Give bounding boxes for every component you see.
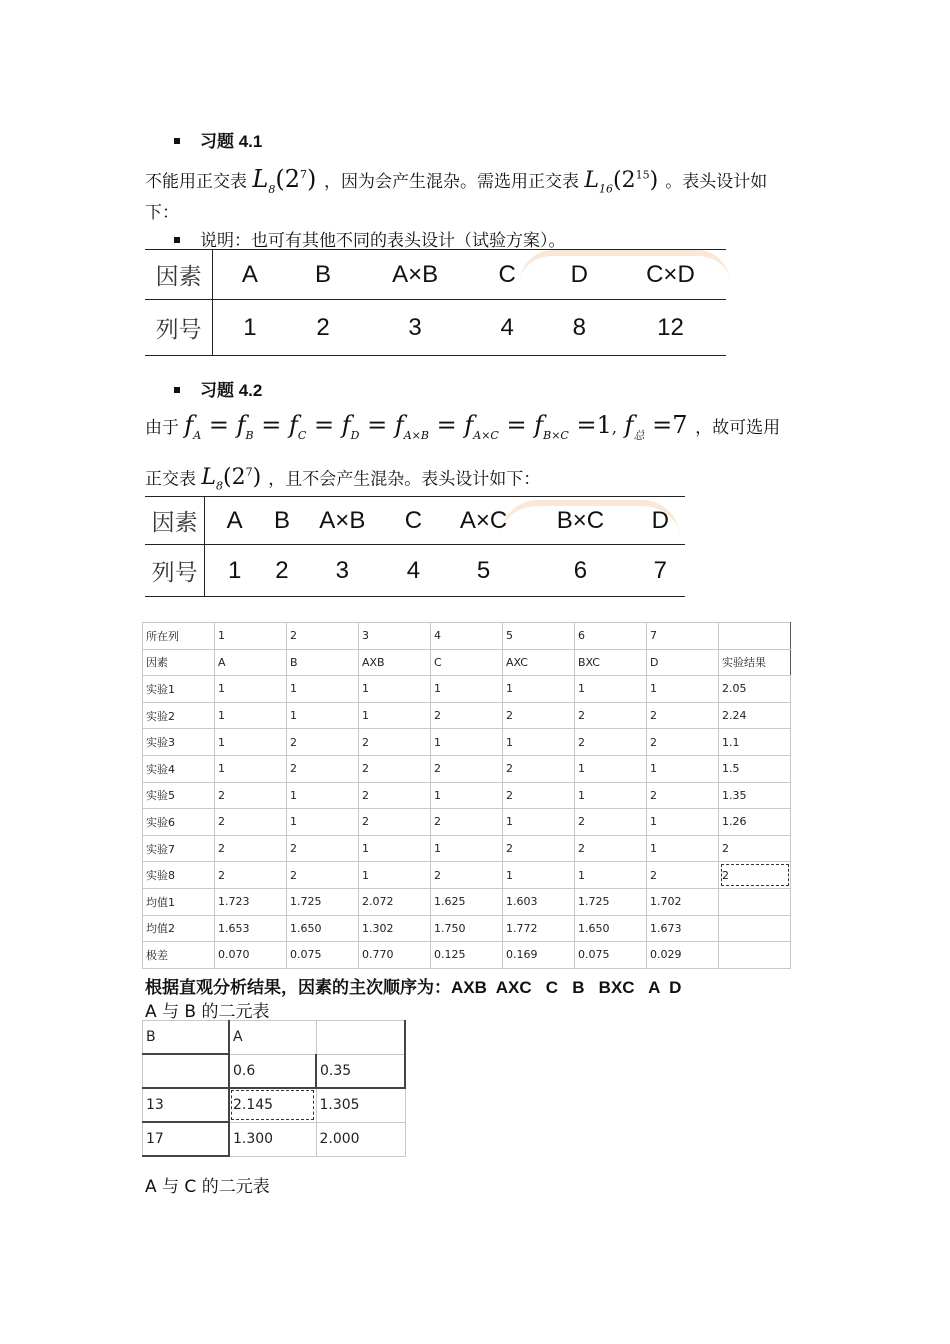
- factor-cell: C: [471, 250, 544, 300]
- grid-cell[interactable]: 2: [431, 809, 503, 836]
- grid-cell[interactable]: 1: [503, 676, 575, 703]
- grid-row: [143, 862, 791, 889]
- grid-cell[interactable]: 1: [215, 755, 287, 782]
- grid-cell[interactable]: 7: [647, 623, 719, 650]
- ab-row: [143, 1054, 406, 1088]
- grid-cell[interactable]: 2: [575, 835, 647, 862]
- grid-cell[interactable]: 2: [431, 702, 503, 729]
- grid-row-header[interactable]: 因素: [143, 649, 215, 676]
- grid-cell[interactable]: 1: [359, 835, 431, 862]
- grid-cell[interactable]: 1.625: [431, 888, 503, 915]
- ab-cell[interactable]: [143, 1054, 230, 1088]
- grid-cell[interactable]: 2: [647, 729, 719, 756]
- formula-l8: $L_8(2^7)$: [201, 465, 262, 493]
- section1-heading: 习题 4.1: [174, 127, 262, 152]
- grid-cell[interactable]: 1.650: [287, 915, 359, 942]
- grid-cell[interactable]: 4: [431, 623, 503, 650]
- grid-cell[interactable]: AXB: [359, 649, 431, 676]
- column-cell: 4: [500, 313, 514, 341]
- grid-cell[interactable]: 2: [647, 862, 719, 889]
- grid-row-header[interactable]: 实验4: [143, 755, 215, 782]
- column-cell: 4: [406, 556, 421, 584]
- grid-cell[interactable]: 0.070: [215, 942, 287, 969]
- grid-cell[interactable]: 2: [503, 835, 575, 862]
- grid-cell[interactable]: 1.772: [503, 915, 575, 942]
- section2-heading: 习题 4.2: [174, 376, 262, 401]
- grid-cell[interactable]: 1: [431, 676, 503, 703]
- grid-row-header[interactable]: 实验3: [143, 729, 215, 756]
- grid-row-header[interactable]: 均值2: [143, 915, 215, 942]
- column-cell: 6: [573, 556, 588, 584]
- column-cell: 2: [316, 313, 330, 341]
- grid-cell[interactable]: 2: [359, 729, 431, 756]
- grid-cell[interactable]: 1: [431, 729, 503, 756]
- grid-cell[interactable]: 1: [647, 755, 719, 782]
- factor-cell: A: [213, 250, 287, 300]
- grid-cell[interactable]: 1: [431, 835, 503, 862]
- grid-cell[interactable]: 1: [431, 782, 503, 809]
- ab-row: [143, 1122, 406, 1156]
- ab-cell[interactable]: B: [143, 1021, 230, 1055]
- grid-cell[interactable]: 1: [647, 835, 719, 862]
- grid-cell[interactable]: 2: [215, 809, 287, 836]
- grid-cell[interactable]: 1: [287, 702, 359, 729]
- ab-cell[interactable]: 1.305: [316, 1088, 405, 1122]
- column-cell: 3: [408, 313, 422, 341]
- section2-paragraph: 由于 $f_A = f_B = f_C = f_D = f_{A\times B} = f_{A\times C} = f_{B\times C} =1$, $f_总 =7$ ，故可选用: [145, 411, 781, 442]
- grid-cell[interactable]: 2: [215, 835, 287, 862]
- grid-cell[interactable]: [719, 623, 791, 650]
- column-cell: 7: [653, 556, 668, 584]
- factor-cell: C×D: [615, 250, 726, 300]
- grid-cell[interactable]: 3: [359, 623, 431, 650]
- factor-cell: A×B: [360, 250, 471, 300]
- grid-cell[interactable]: 2: [575, 702, 647, 729]
- grid-row-header[interactable]: 均值1: [143, 888, 215, 915]
- grid-cell[interactable]: 0.029: [647, 942, 719, 969]
- grid-cell[interactable]: 1.725: [575, 888, 647, 915]
- grid-cell[interactable]: 2: [575, 809, 647, 836]
- column-cell: 8: [572, 313, 586, 341]
- grid-row: [143, 915, 791, 942]
- grid-cell[interactable]: 2: [431, 862, 503, 889]
- bullet-icon: [174, 138, 180, 144]
- grid-cell[interactable]: 1: [287, 809, 359, 836]
- factor-cell: A: [205, 497, 265, 545]
- grid-cell[interactable]: 2: [503, 702, 575, 729]
- ab-cell[interactable]: 17: [143, 1122, 230, 1156]
- grid-cell[interactable]: 2: [647, 782, 719, 809]
- column-cell: 1: [228, 556, 242, 584]
- grid-cell[interactable]: [719, 888, 791, 915]
- ab-row: [143, 1088, 406, 1122]
- grid-cell[interactable]: 2: [647, 702, 719, 729]
- grid-cell[interactable]: 2: [287, 835, 359, 862]
- grid-cell[interactable]: 2: [431, 755, 503, 782]
- grid-row-header[interactable]: 实验8: [143, 862, 215, 889]
- grid-row-header[interactable]: 实验5: [143, 782, 215, 809]
- grid-cell[interactable]: 1.603: [503, 888, 575, 915]
- grid-cell[interactable]: 1.302: [359, 915, 431, 942]
- grid-cell[interactable]: 1: [287, 782, 359, 809]
- section1-paragraph: 不能用正交表 $L_8(2^7)$ ，因为会产生混杂。需选用正交表 $L_{16}(2^{15})$ 。表头设计如: [145, 165, 768, 196]
- grid-row-header[interactable]: 所在列: [143, 623, 215, 650]
- grid-cell[interactable]: 1: [215, 676, 287, 703]
- grid-cell[interactable]: 2.072: [359, 888, 431, 915]
- grid-cell[interactable]: 1: [287, 676, 359, 703]
- grid-cell[interactable]: 1: [575, 755, 647, 782]
- column-cell: 2: [275, 556, 289, 584]
- grid-row-header[interactable]: 实验2: [143, 702, 215, 729]
- grid-row-header[interactable]: 实验7: [143, 835, 215, 862]
- grid-cell[interactable]: 实验结果: [719, 649, 791, 676]
- grid-row: [143, 942, 791, 969]
- factor-cell: A×C: [442, 497, 525, 545]
- grid-row-header[interactable]: 实验1: [143, 676, 215, 703]
- header-design-table-4-2: [145, 496, 685, 597]
- grid-row: [143, 676, 791, 703]
- grid-cell[interactable]: 1.650: [575, 915, 647, 942]
- grid-cell[interactable]: 1: [359, 702, 431, 729]
- grid-row: [143, 809, 791, 836]
- grid-row: [143, 729, 791, 756]
- header-design-table-4-1: [145, 249, 726, 356]
- grid-cell[interactable]: 2: [719, 835, 791, 862]
- grid-cell[interactable]: 1: [575, 862, 647, 889]
- grid-cell[interactable]: 2: [215, 782, 287, 809]
- grid-cell[interactable]: 2: [287, 755, 359, 782]
- grid-cell[interactable]: 1: [359, 862, 431, 889]
- grid-cell[interactable]: 1.35: [719, 782, 791, 809]
- row-label-columns: 列号: [145, 545, 205, 597]
- ab-cell[interactable]: 13: [143, 1088, 230, 1122]
- grid-cell[interactable]: [719, 942, 791, 969]
- ab-cell[interactable]: 1.300: [229, 1122, 316, 1156]
- row-label-factors: 因素: [145, 497, 205, 545]
- grid-cell[interactable]: 0.075: [575, 942, 647, 969]
- grid-cell[interactable]: 0.075: [287, 942, 359, 969]
- grid-cell[interactable]: 2: [359, 782, 431, 809]
- formula-freedom: $f_A = f_B = f_C = f_D = f_{A\times B} = f_{A\times C} = f_{B\times C} =1$, $f_总 =7$: [184, 411, 688, 442]
- grid-cell[interactable]: 1.673: [647, 915, 719, 942]
- grid-cell[interactable]: 0.125: [431, 942, 503, 969]
- grid-cell[interactable]: 1: [215, 702, 287, 729]
- grid-cell[interactable]: 2: [503, 755, 575, 782]
- grid-cell[interactable]: 2.24: [719, 702, 791, 729]
- section2-paragraph-line2: 正交表 $L_8(2^7)$ ，且不会产生混杂。表头设计如下：: [145, 465, 541, 493]
- ab-cell[interactable]: 0.35: [316, 1054, 405, 1088]
- ab-cell[interactable]: 2.000: [316, 1122, 405, 1156]
- grid-cell[interactable]: 2: [287, 729, 359, 756]
- grid-cell[interactable]: 1.26: [719, 809, 791, 836]
- column-cell: 1: [243, 313, 257, 341]
- grid-cell[interactable]: 1: [359, 676, 431, 703]
- factor-cell: D: [544, 250, 615, 300]
- factor-cell: C: [385, 497, 442, 545]
- factor-cell: B×C: [525, 497, 636, 545]
- grid-cell[interactable]: 2: [359, 809, 431, 836]
- factor-cell: B: [286, 250, 359, 300]
- grid-cell[interactable]: [719, 915, 791, 942]
- grid-cell[interactable]: 6: [575, 623, 647, 650]
- grid-cell[interactable]: 1: [647, 676, 719, 703]
- row-label-columns: 列号: [145, 300, 213, 356]
- grid-cell[interactable]: D: [647, 649, 719, 676]
- grid-cell[interactable]: 0.169: [503, 942, 575, 969]
- section1-paragraph-line2: 下：: [145, 203, 179, 223]
- ab-cell[interactable]: [316, 1021, 405, 1055]
- grid-cell[interactable]: 0.770: [359, 942, 431, 969]
- grid-cell[interactable]: 1: [503, 729, 575, 756]
- grid-cell[interactable]: 1.5: [719, 755, 791, 782]
- grid-cell[interactable]: 1.725: [287, 888, 359, 915]
- grid-cell[interactable]: 2: [359, 755, 431, 782]
- factor-cell: B: [264, 497, 300, 545]
- conclusion-text: 根据直观分析结果，因素的主次顺序为：AXB AXC C B BXC A D: [145, 978, 682, 997]
- factor-cell: A×B: [300, 497, 385, 545]
- grid-cell[interactable]: 1: [215, 729, 287, 756]
- row-label-factors: 因素: [145, 250, 213, 300]
- grid-cell[interactable]: AXC: [503, 649, 575, 676]
- factor-cell: D: [636, 497, 685, 545]
- grid-row: [143, 649, 791, 676]
- grid-row: [143, 623, 791, 650]
- grid-cell[interactable]: B: [287, 649, 359, 676]
- ab-two-way-table: [142, 1020, 406, 1157]
- grid-cell[interactable]: 1: [575, 782, 647, 809]
- grid-row: [143, 835, 791, 862]
- grid-cell[interactable]: 1.750: [431, 915, 503, 942]
- grid-row: [143, 888, 791, 915]
- grid-cell[interactable]: BXC: [575, 649, 647, 676]
- grid-cell[interactable]: 1.1: [719, 729, 791, 756]
- grid-cell[interactable]: 2: [575, 729, 647, 756]
- section1-note: 说明：也可有其他不同的表头设计（试验方案）。: [174, 226, 566, 251]
- grid-cell[interactable]: 2: [215, 862, 287, 889]
- ab-cell[interactable]: 2.145: [229, 1088, 316, 1122]
- grid-row: [143, 702, 791, 729]
- grid-cell[interactable]: 2: [503, 782, 575, 809]
- grid-cell[interactable]: 1.702: [647, 888, 719, 915]
- formula-l16: $L_{16}(2^{15})$: [584, 168, 659, 196]
- ab-row: [143, 1021, 406, 1055]
- grid-cell[interactable]: 1.723: [215, 888, 287, 915]
- grid-cell[interactable]: 2: [719, 862, 791, 889]
- grid-cell[interactable]: 1: [503, 809, 575, 836]
- grid-row-header[interactable]: 实验6: [143, 809, 215, 836]
- analysis-spreadsheet: [142, 622, 791, 969]
- grid-cell[interactable]: 5: [503, 623, 575, 650]
- bullet-icon: [174, 387, 180, 393]
- formula-l8: $L_8(2^7)$: [252, 165, 317, 196]
- grid-cell[interactable]: 1: [215, 623, 287, 650]
- column-cell: 5: [476, 556, 491, 584]
- grid-cell[interactable]: 1: [647, 809, 719, 836]
- grid-row: [143, 755, 791, 782]
- bullet-icon: [174, 237, 180, 243]
- ac-table-caption: A 与 C 的二元表: [145, 1177, 270, 1197]
- grid-cell[interactable]: 2: [287, 623, 359, 650]
- grid-row-header[interactable]: 极差: [143, 942, 215, 969]
- column-cell: 12: [657, 313, 684, 341]
- grid-cell[interactable]: 1: [575, 676, 647, 703]
- grid-cell[interactable]: A: [215, 649, 287, 676]
- ab-table-caption: A 与 B 的二元表: [145, 1002, 270, 1022]
- grid-row: [143, 782, 791, 809]
- grid-cell[interactable]: 1.653: [215, 915, 287, 942]
- column-cell: 3: [335, 556, 349, 584]
- ab-cell[interactable]: A: [229, 1021, 316, 1055]
- grid-cell[interactable]: 2.05: [719, 676, 791, 703]
- ab-cell[interactable]: 0.6: [229, 1054, 316, 1088]
- grid-cell[interactable]: 1: [503, 862, 575, 889]
- grid-cell[interactable]: 2: [287, 862, 359, 889]
- grid-cell[interactable]: C: [431, 649, 503, 676]
